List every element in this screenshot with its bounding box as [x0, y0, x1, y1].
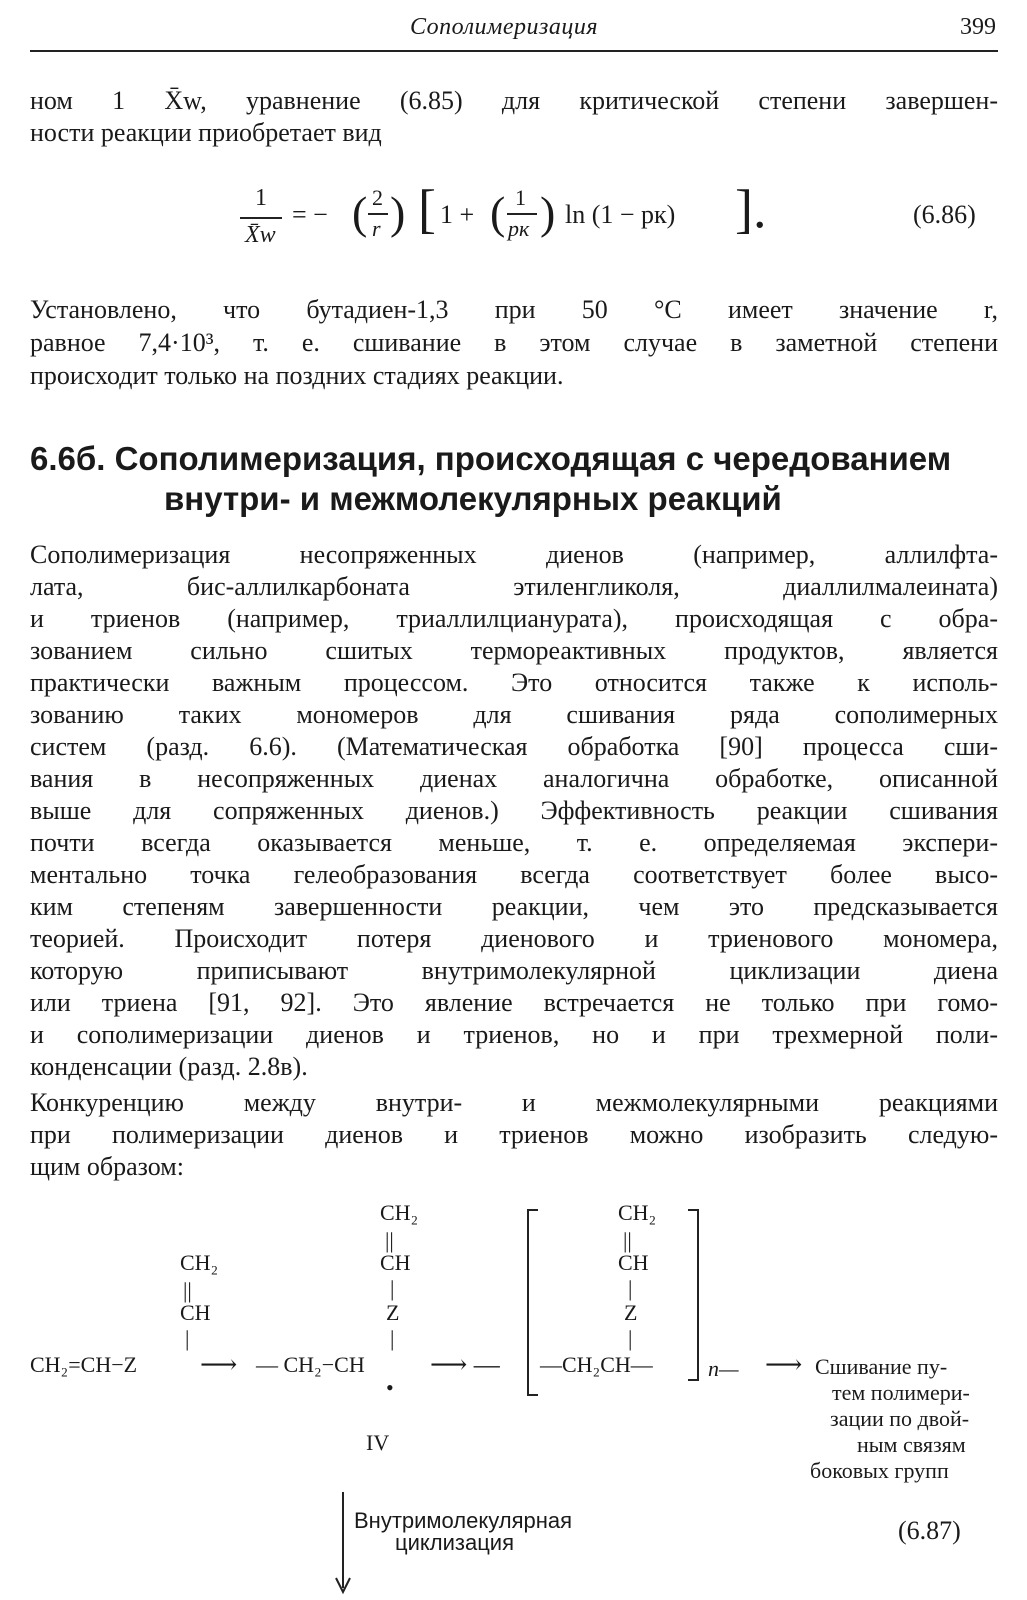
para3-line: лата, бис-аллилкарбоната этиленгликоля, диаллилмалеината) — [30, 572, 998, 601]
para3-line: Сополимеризация несопряженных диенов (например, аллилфта- — [30, 540, 998, 569]
page-number: 399 — [960, 14, 996, 40]
para3-line: или триена [91, 92]. Это явление встречается не только при гомо- — [30, 988, 998, 1017]
m2-main-chain: — CH₂−CH — [256, 1352, 365, 1377]
m3-ch: CH — [618, 1250, 649, 1275]
para1-line2: ности реакции приобретает вид — [30, 118, 382, 147]
running-title: Сополимеризация — [410, 14, 599, 40]
down-arrow-label-line2: циклизация — [395, 1530, 515, 1555]
result-line: зации по двой- — [830, 1406, 970, 1431]
para3-line: ким степеням завершенности реакции, чем это предсказывается — [30, 892, 998, 921]
eq-frac1-denominator: r — [372, 216, 381, 241]
m2-double-bond: || — [385, 1228, 394, 1253]
section-heading-line1: 6.6б. Сополимеризация, происходящая с чередованием — [30, 440, 952, 477]
para3-line: вания в несопряженных диенах аналогична обработке, описанной — [30, 764, 998, 793]
eq-paren-open-2: ( — [490, 187, 506, 238]
eq-number-6-87: (6.87) — [898, 1516, 961, 1545]
eq-number-6-86: (6.86) — [913, 200, 976, 229]
m2-ch2: CH₂ — [380, 1200, 419, 1225]
eq-paren-close-2: ) — [540, 187, 556, 238]
eq-frac1-numerator: 2 — [372, 185, 383, 210]
para2-line2: равное 7,4·10³, т. е. сшивание в этом случае в заметной степени — [30, 328, 998, 357]
para3-line: конденсации (разд. 2.8в). — [30, 1052, 308, 1081]
eq-lhs-denominator: X̄w — [245, 222, 276, 248]
para3-line: и сополимеризации диенов и триенов, но и при трехмерной поли- — [30, 1020, 998, 1049]
eq-paren-close-1: ) — [390, 187, 406, 238]
eq-lhs-numerator: 1 — [255, 185, 267, 211]
eq-ln-term: ln (1 − pк) — [565, 200, 676, 229]
m2-radical-dot: • — [386, 1375, 394, 1400]
para3-line: практически важным процессом. Это относится также к исполь- — [30, 668, 998, 697]
para3-line: зованием сильно сшитых термореактивных продуктов, является — [30, 636, 998, 665]
m3-repeat-n: n— — [708, 1356, 739, 1381]
m1-ch: CH — [180, 1300, 211, 1325]
radical-label-iv: IV — [366, 1430, 390, 1455]
m2-z: Z — [386, 1300, 400, 1325]
eq-bracket-open: [ — [418, 179, 436, 239]
m2-ch: CH — [380, 1250, 411, 1275]
para2-line1: Установлено, что бутадиен-1,3 при 50 °С имеет значение r, — [30, 295, 998, 324]
m2-bond-1: | — [390, 1276, 395, 1301]
eq-one-plus: 1 + — [440, 200, 475, 229]
polymer-bracket-right — [688, 1210, 698, 1380]
eq-bracket-close: ]. — [735, 179, 767, 239]
m2-bond-2: | — [390, 1326, 395, 1351]
para3-line: систем (разд. 6.6). (Математическая обработка [90] процесса сши- — [30, 732, 998, 761]
result-line: ным связям — [857, 1432, 966, 1457]
para1-line1: ном 1 X̄w, уравнение (6.85) для критической степени завершен- — [30, 86, 998, 115]
arrow-2: ⟶ — — [430, 1350, 500, 1379]
para3-line: теорией. Происходит потеря диенового и триенового мономера, — [30, 924, 998, 953]
eq-paren-open-1: ( — [352, 187, 368, 238]
result-line: Сшивание пу- — [815, 1354, 948, 1379]
arrow-3: ⟶ — [765, 1350, 803, 1379]
m3-ch2: CH₂ — [618, 1200, 657, 1225]
result-line: тем полимери- — [832, 1380, 970, 1405]
para4-line1: Конкуренцию между внутри- и межмолекулярными реакциями — [30, 1088, 998, 1117]
para3-line: почти всегда оказывается меньше, т. е. определяемая экспери- — [30, 828, 998, 857]
polymer-bracket-left — [528, 1210, 538, 1395]
eq-frac2-denominator: pк — [508, 216, 530, 241]
m3-bond-1: | — [628, 1276, 633, 1301]
para4-line2: при полимеризации диенов и триенов можно изобразить следую- — [30, 1120, 998, 1149]
eq-frac2-numerator: 1 — [515, 185, 526, 210]
para3-line: и триенов (например, триаллилцианурата), происходящая с обра- — [30, 604, 998, 633]
m3-z: Z — [624, 1300, 638, 1325]
m3-main-chain: —CH₂CH— — [540, 1352, 653, 1377]
para3-line: ментально точка гелеобразования всегда соответствует более высо- — [30, 860, 998, 889]
result-line: боковых групп — [810, 1458, 949, 1483]
section-heading-line2: внутри- и межмолекулярных реакций — [164, 480, 782, 517]
m1-bond: | — [185, 1326, 190, 1351]
m1-ch2: CH₂ — [180, 1250, 219, 1275]
down-arrow-label-line1: Внутримолекулярная — [354, 1508, 573, 1533]
para2-line3: происходит только на поздних стадиях реакции. — [30, 361, 564, 390]
para3-line: выше для сопряженных диенов.) Эффективность реакции сшивания — [30, 796, 998, 825]
para3-line: которую приписывают внутримолекулярной циклизации диена — [30, 956, 998, 985]
eq-equals-minus: = − — [292, 200, 328, 229]
m3-double-bond: || — [623, 1228, 632, 1253]
m1-double-bond: || — [183, 1278, 192, 1303]
m3-bond-2: | — [628, 1326, 633, 1351]
m1-main-chain: CH₂=CH−Z — [30, 1352, 138, 1377]
arrow-1: ⟶ — [200, 1350, 238, 1379]
para4-line3: щим образом: — [30, 1152, 184, 1181]
para3-line: зованию таких мономеров для сшивания ряда сополимерных — [30, 700, 998, 729]
